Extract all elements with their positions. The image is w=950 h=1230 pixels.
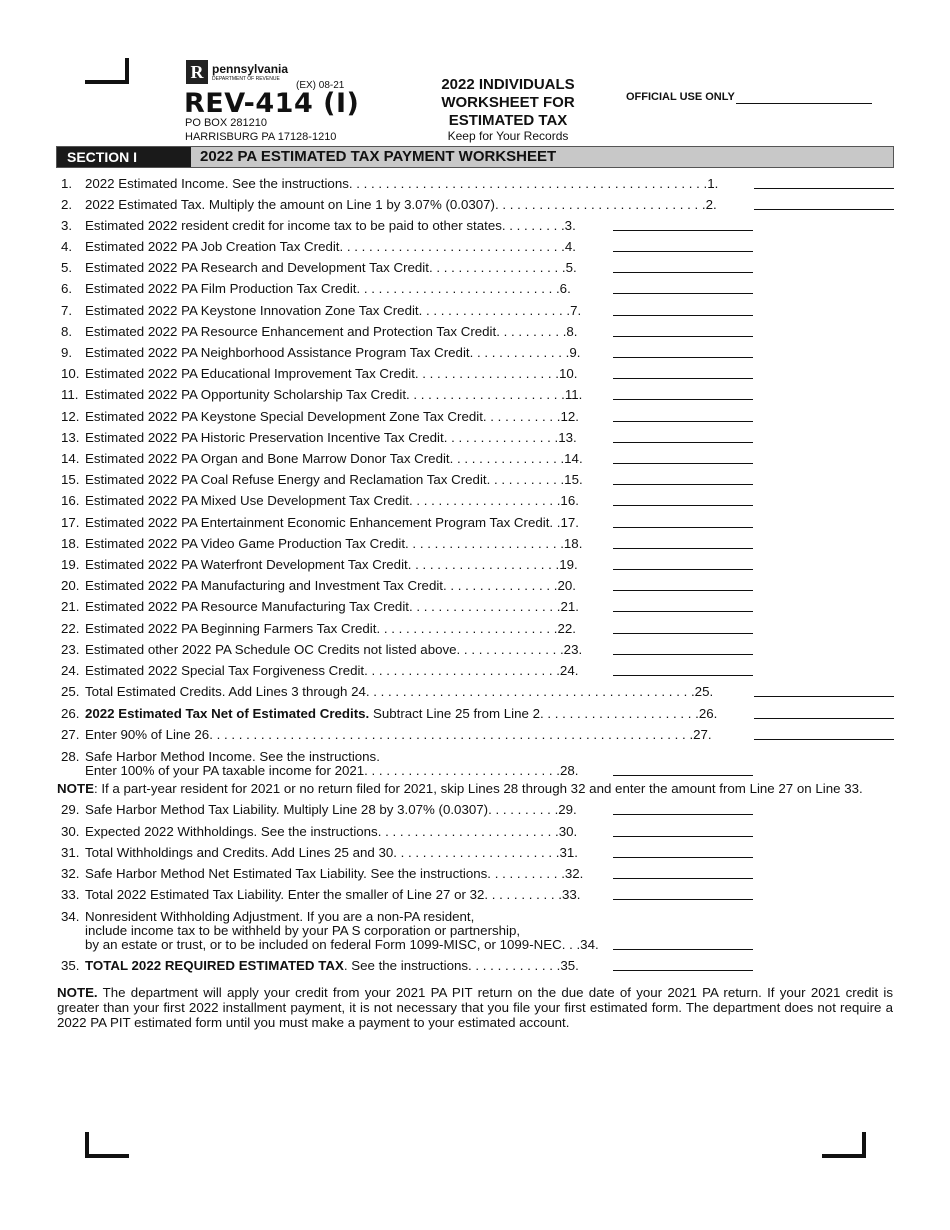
line-35-field[interactable] xyxy=(613,970,753,971)
official-use-field[interactable] xyxy=(736,103,872,104)
worksheet-line: 15. Estimated 2022 PA Coal Refuse Energy and Reclamation Tax Credit. . . . . . . . . . .15. xyxy=(61,472,583,487)
logo-subtext: DEPARTMENT OF REVENUE xyxy=(212,76,280,82)
line-3-field[interactable] xyxy=(613,230,753,231)
worksheet-line: 34. Nonresident Withholding Adjustment. If you are a non-PA resident, xyxy=(61,909,475,924)
worksheet-line: 22. Estimated 2022 PA Beginning Farmers Tax Credit. . . . . . . . . . . . . . . . . . . . . . . . .22. xyxy=(61,621,576,636)
worksheet-line: 2. 2022 Estimated Tax. Multiply the amount on Line 1 by 3.07% (0.0307). . . . . . . . . . . . . . . . . . . . . . . . . . . . .2. xyxy=(61,197,717,212)
worksheet-line: 7. Estimated 2022 PA Keystone Innovation Zone Tax Credit. . . . . . . . . . . . . . . . . . . . .7. xyxy=(61,303,582,318)
address-line1: PO BOX 281210 xyxy=(185,117,267,129)
worksheet-line-continued: by an estate or trust, or to be included on federal Form 1099-MISC, or 1099-NEC. . .34. xyxy=(85,937,599,952)
line-17-field[interactable] xyxy=(613,527,753,528)
line-2-field[interactable] xyxy=(754,209,894,210)
line-34-field[interactable] xyxy=(613,949,753,950)
worksheet-line: 35. TOTAL 2022 REQUIRED ESTIMATED TAX. See the instructions. . . . . . . . . . . . .35. xyxy=(61,958,579,973)
worksheet-line: 9. Estimated 2022 PA Neighborhood Assistance Program Tax Credit. . . . . . . . . . . . . .9. xyxy=(61,345,581,360)
logo-text: pennsylvania xyxy=(212,62,289,76)
line-6-field[interactable] xyxy=(613,293,753,294)
official-use-label: OFFICIAL USE ONLY xyxy=(626,91,735,103)
worksheet-line: 8. Estimated 2022 PA Resource Enhancement and Protection Tax Credit. . . . . . . . . .8. xyxy=(61,324,578,339)
pa-logo-icon: R xyxy=(186,60,208,84)
worksheet-line: 13. Estimated 2022 PA Historic Preservation Incentive Tax Credit. . . . . . . . . . . . . . . .13. xyxy=(61,430,577,445)
worksheet-line: 4. Estimated 2022 PA Job Creation Tax Credit. . . . . . . . . . . . . . . . . . . . . . . . . . . . . . .4. xyxy=(61,239,576,254)
line-4-field[interactable] xyxy=(613,251,753,252)
line-24-field[interactable] xyxy=(613,675,753,676)
worksheet-line: 6. Estimated 2022 PA Film Production Tax Credit. . . . . . . . . . . . . . . . . . . . . . . . . . . .6. xyxy=(61,281,571,296)
line-31-field[interactable] xyxy=(613,857,753,858)
line-14-field[interactable] xyxy=(613,463,753,464)
corner-mark-top-left xyxy=(85,80,129,84)
line-13-field[interactable] xyxy=(613,442,753,443)
form-revision: (EX) 08-21 xyxy=(296,80,345,91)
line-33-field[interactable] xyxy=(613,899,753,900)
worksheet-line: 12. Estimated 2022 PA Keystone Special Development Zone Tax Credit. . . . . . . . . . .12. xyxy=(61,409,579,424)
line-29-field[interactable] xyxy=(613,814,753,815)
line-23-field[interactable] xyxy=(613,654,753,655)
worksheet-line: 28. Safe Harbor Method Income. See the instructions. xyxy=(61,749,380,764)
line-27-field[interactable] xyxy=(754,739,894,740)
worksheet-line-continued: Enter 100% of your PA taxable income for 2021. . . . . . . . . . . . . . . . . . . . . . . . . . .28. xyxy=(85,763,579,778)
worksheet-line-continued: include income tax to be withheld by your PA S corporation or partnership, xyxy=(85,923,521,938)
line-10-field[interactable] xyxy=(613,378,753,379)
worksheet-line: 14. Estimated 2022 PA Organ and Bone Marrow Donor Tax Credit. . . . . . . . . . . . . . . .14. xyxy=(61,451,583,466)
worksheet-line: 5. Estimated 2022 PA Research and Development Tax Credit. . . . . . . . . . . . . . . . . . .5. xyxy=(61,260,577,275)
line-25-field[interactable] xyxy=(754,696,894,697)
address-line2: HARRISBURG PA 17128-1210 xyxy=(185,131,337,143)
line-20-field[interactable] xyxy=(613,590,753,591)
line-30-field[interactable] xyxy=(613,836,753,837)
line-15-field[interactable] xyxy=(613,484,753,485)
line-22-field[interactable] xyxy=(613,633,753,634)
line-16-field[interactable] xyxy=(613,505,753,506)
worksheet-line: 16. Estimated 2022 PA Mixed Use Development Tax Credit. . . . . . . . . . . . . . . . . . . . .16. xyxy=(61,493,579,508)
line-1-field[interactable] xyxy=(754,188,894,189)
line-11-field[interactable] xyxy=(613,399,753,400)
title-line2: WORKSHEET FOR xyxy=(441,94,575,111)
credit-note: NOTE. The department will apply your credit from your 2021 PA PIT return on the due date of your 2021 PA return. If your 2021 credit is greater than your first 2022 installment payment, it is not necessary that you file your first estimated form. The department does not require a 2022 PA PIT estimated form until you must make a payment to your estimated account. xyxy=(57,985,893,1030)
worksheet-line: 3. Estimated 2022 resident credit for income tax to be paid to other states. . . . . . . . .3. xyxy=(61,218,576,233)
line-28-field[interactable] xyxy=(613,775,753,776)
worksheet-line: 11. Estimated 2022 PA Opportunity Scholarship Tax Credit. . . . . . . . . . . . . . . . . . . . . .11. xyxy=(61,387,583,402)
worksheet-line: 29. Safe Harbor Method Tax Liability. Multiply Line 28 by 3.07% (0.0307). . . . . . . . . .29. xyxy=(61,802,577,817)
line-19-field[interactable] xyxy=(613,569,753,570)
corner-mark-bottom-right xyxy=(822,1154,866,1158)
worksheet-line: 18. Estimated 2022 PA Video Game Production Tax Credit. . . . . . . . . . . . . . . . . . . . . .18. xyxy=(61,536,583,551)
section-label: SECTION I xyxy=(57,147,191,167)
line-7-field[interactable] xyxy=(613,315,753,316)
line-26-field[interactable] xyxy=(754,718,894,719)
worksheet-line: 23. Estimated other 2022 PA Schedule OC Credits not listed above. . . . . . . . . . . . . . .23. xyxy=(61,642,583,657)
line-8-field[interactable] xyxy=(613,336,753,337)
line-5-field[interactable] xyxy=(613,272,753,273)
worksheet-line: 27. Enter 90% of Line 26. . . . . . . . . . . . . . . . . . . . . . . . . . . . . . . . . . . . . . . . . . . . . . . . . . . . . . . . . . . . . . . . . .27. xyxy=(61,727,712,742)
worksheet-line: 21. Estimated 2022 PA Resource Manufacturing Tax Credit. . . . . . . . . . . . . . . . . . . . .21. xyxy=(61,599,579,614)
title-line1: 2022 INDIVIDUALS xyxy=(441,76,575,93)
worksheet-line: 10. Estimated 2022 PA Educational Improvement Tax Credit. . . . . . . . . . . . . . . . . . . .10. xyxy=(61,366,578,381)
worksheet-line: 30. Expected 2022 Withholdings. See the instructions. . . . . . . . . . . . . . . . . . . . . . . . .30. xyxy=(61,824,578,839)
subtitle: Keep for Your Records xyxy=(447,129,569,143)
worksheet-line: 20. Estimated 2022 PA Manufacturing and Investment Tax Credit. . . . . . . . . . . . . . . .20. xyxy=(61,578,576,593)
worksheet-line: 25. Total Estimated Credits. Add Lines 3 through 24. . . . . . . . . . . . . . . . . . . . . . . . . . . . . . . . . . . . . . . . . . . . .25. xyxy=(61,684,714,699)
worksheet-line: 33. Total 2022 Estimated Tax Liability. Enter the smaller of Line 27 or 32. . . . . . . . . . .33. xyxy=(61,887,581,902)
worksheet-line: 26. 2022 Estimated Tax Net of Estimated Credits. Subtract Line 25 from Line 2. . . . . . . . . . . . . . . . . . . . . .26. xyxy=(61,706,718,721)
worksheet-line: 32. Safe Harbor Method Net Estimated Tax Liability. See the instructions. . . . . . . . . . .32. xyxy=(61,866,584,881)
line-32-field[interactable] xyxy=(613,878,753,879)
section-title: 2022 PA ESTIMATED TAX PAYMENT WORKSHEET xyxy=(200,148,557,165)
part-year-note: NOTE: If a part-year resident for 2021 or no return filed for 2021, skip Lines 28 through 32 and enter the amount from Line 27 on Line 33. xyxy=(57,781,863,796)
worksheet-line: 19. Estimated 2022 PA Waterfront Development Tax Credit. . . . . . . . . . . . . . . . . . . . .19. xyxy=(61,557,578,572)
worksheet-line: 31. Total Withholdings and Credits. Add Lines 25 and 30. . . . . . . . . . . . . . . . . . . . . . .31. xyxy=(61,845,578,860)
worksheet-line: 1. 2022 Estimated Income. See the instructions. . . . . . . . . . . . . . . . . . . . . . . . . . . . . . . . . . . . . . . . . . . . . . . . .1. xyxy=(61,176,719,191)
line-9-field[interactable] xyxy=(613,357,753,358)
worksheet-line: 24. Estimated 2022 Special Tax Forgiveness Credit. . . . . . . . . . . . . . . . . . . . . . . . . . .24. xyxy=(61,663,579,678)
corner-mark-top-left xyxy=(125,58,129,84)
corner-mark-bottom-left xyxy=(85,1154,129,1158)
title-line3: ESTIMATED TAX xyxy=(448,112,568,129)
form-number: REV-414 (I) xyxy=(184,88,360,119)
worksheet-line: 17. Estimated 2022 PA Entertainment Economic Enhancement Program Tax Credit. .17. xyxy=(61,515,579,530)
section-bar xyxy=(56,146,894,168)
line-18-field[interactable] xyxy=(613,548,753,549)
line-12-field[interactable] xyxy=(613,421,753,422)
line-21-field[interactable] xyxy=(613,611,753,612)
